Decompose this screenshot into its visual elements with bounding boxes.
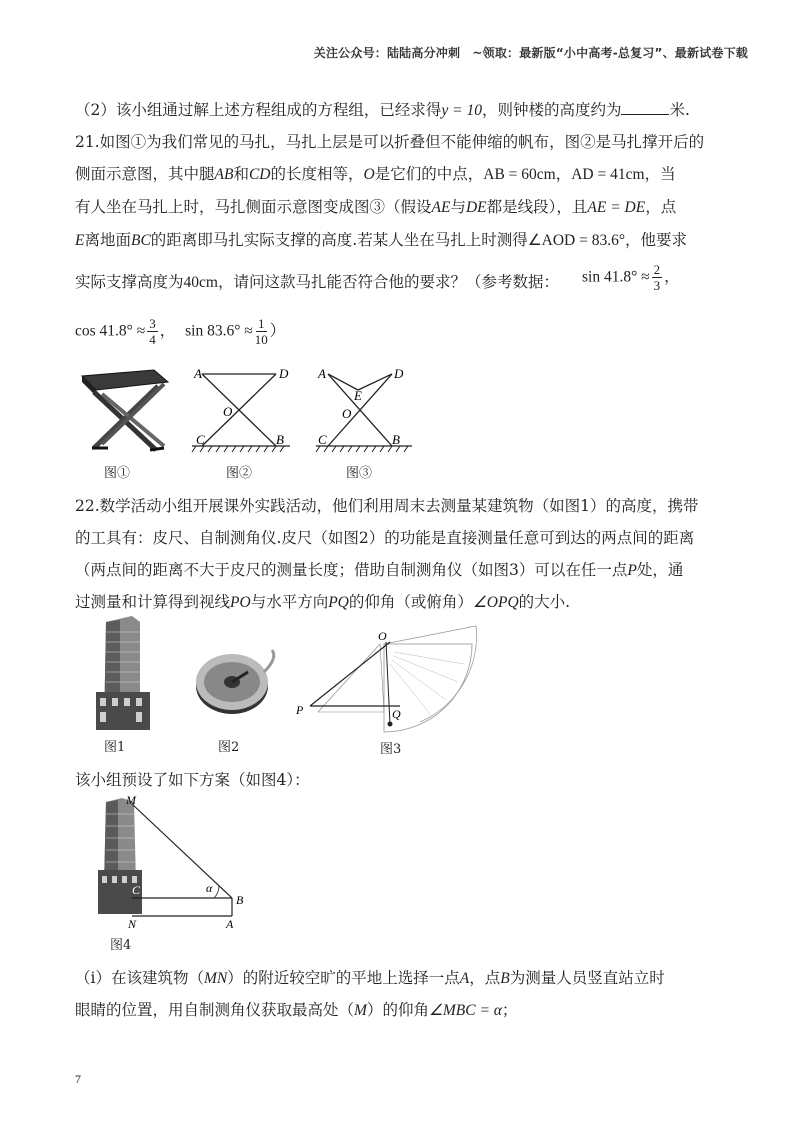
stool-diagram-3 bbox=[312, 362, 422, 462]
q22-line1: 22.数学活动小组开展课外实践活动，他们利用周末去测量某建筑物（如图1）的高度，携带 bbox=[75, 497, 699, 515]
svg-text:B: B bbox=[276, 432, 284, 447]
svg-text:E: E bbox=[354, 388, 362, 403]
svg-text:P: P bbox=[296, 703, 304, 717]
building-photo bbox=[92, 612, 154, 732]
q21-line4: E离地面BC的距离即马扎实际支撑的高度.若某人坐在马扎上时测得∠AOD = 83.6°，他要求 bbox=[75, 231, 688, 249]
svg-text:C: C bbox=[318, 432, 327, 447]
fig-caption-q22-4: 图4 bbox=[110, 938, 132, 953]
q21-line1: 21.如图①为我们常见的马扎，马扎上层是可以折叠但不能伸缩的帆布，图②是马扎撑开后的 bbox=[75, 133, 705, 151]
stool-diagram-2 bbox=[190, 362, 300, 462]
svg-text:D: D bbox=[394, 366, 404, 381]
svg-text:C: C bbox=[196, 432, 205, 447]
fig-caption-q22-2: 图2 bbox=[218, 740, 240, 755]
protractor-diagram bbox=[290, 612, 480, 734]
q22-plan: 该小组预设了如下方案（如图4）： bbox=[75, 771, 310, 789]
q22-line4: 过测量和计算得到视线PO与水平方向PQ的仰角（或俯角）∠OPQ的大小. bbox=[75, 593, 571, 611]
page-header: 关注公众号：陆陆高分冲刺 ~领取：最新版“小中高考-总复习”、最新试卷下载 bbox=[313, 46, 748, 60]
q20-part2: （2）该小组通过解上述方程组成的方程组，已经求得y = 10，则钟楼的高度约为 米. bbox=[75, 101, 690, 119]
q21-line6: cos 41.8° ≈ $\frac{3}{4}$ ， sin 83.6° ≈ $\frac{1}{10}$ ） bbox=[75, 316, 286, 347]
fig-caption-1: 图① bbox=[104, 466, 131, 481]
svg-text:D: D bbox=[279, 366, 289, 381]
answer-blank bbox=[621, 100, 669, 115]
svg-text:Q: Q bbox=[392, 707, 401, 721]
folding-stool-illustration bbox=[72, 364, 172, 456]
svg-text:B: B bbox=[236, 893, 244, 907]
q21-line3: 有人坐在马扎上时，马扎侧面示意图变成图③（假设AE与DE都是线段），且AE = DE，点 bbox=[75, 198, 677, 216]
svg-text:O: O bbox=[378, 629, 387, 643]
svg-text:A: A bbox=[194, 366, 202, 381]
q21-line5: 实际支撑高度为40cm，请问这款马扎能否符合他的要求？（参考数据： bbox=[75, 273, 559, 291]
q22-step-i-line2: 眼睛的位置，用自制测角仪获取最高处（M）的仰角∠MBC = α； bbox=[75, 1001, 518, 1019]
svg-text:M: M bbox=[126, 793, 136, 807]
building-measurement-diagram bbox=[96, 792, 256, 932]
page-number: 7 bbox=[75, 1072, 81, 1086]
fig-caption-q22-3: 图3 bbox=[380, 742, 402, 757]
svg-text:α: α bbox=[206, 881, 213, 895]
svg-text:B: B bbox=[392, 432, 400, 447]
q22-line3: （两点间的距离不大于皮尺的测量长度；借助自制测角仪（如图3）可以在任一点P处，通 bbox=[75, 561, 684, 579]
svg-text:A: A bbox=[226, 917, 234, 931]
svg-text:O: O bbox=[223, 404, 233, 419]
svg-text:N: N bbox=[128, 917, 137, 931]
q22-line2: 的工具有：皮尺、自制测角仪.皮尺（如图2）的功能是直接测量任意可到达的两点间的距离 bbox=[75, 529, 695, 547]
svg-text:C: C bbox=[132, 883, 141, 897]
svg-text:A: A bbox=[318, 366, 326, 381]
q21-line2: 侧面示意图，其中腿AB和CD的长度相等，O是它们的中点，AB = 60cm，AD = 41cm，当 bbox=[75, 165, 676, 183]
q21-ref-sin418: sin 41.8° ≈ $\frac{2}{3}$ ， bbox=[582, 262, 680, 293]
tape-measure-photo bbox=[192, 642, 284, 718]
fig-caption-2: 图② bbox=[226, 466, 253, 481]
q22-step-i-line1: （ⅰ）在该建筑物（MN）的附近较空旷的平地上选择一点A，点B为测量人员竖直站立时 bbox=[75, 969, 665, 987]
fig-caption-3: 图③ bbox=[346, 466, 373, 481]
fig-caption-q22-1: 图1 bbox=[104, 740, 126, 755]
svg-text:O: O bbox=[342, 406, 352, 421]
